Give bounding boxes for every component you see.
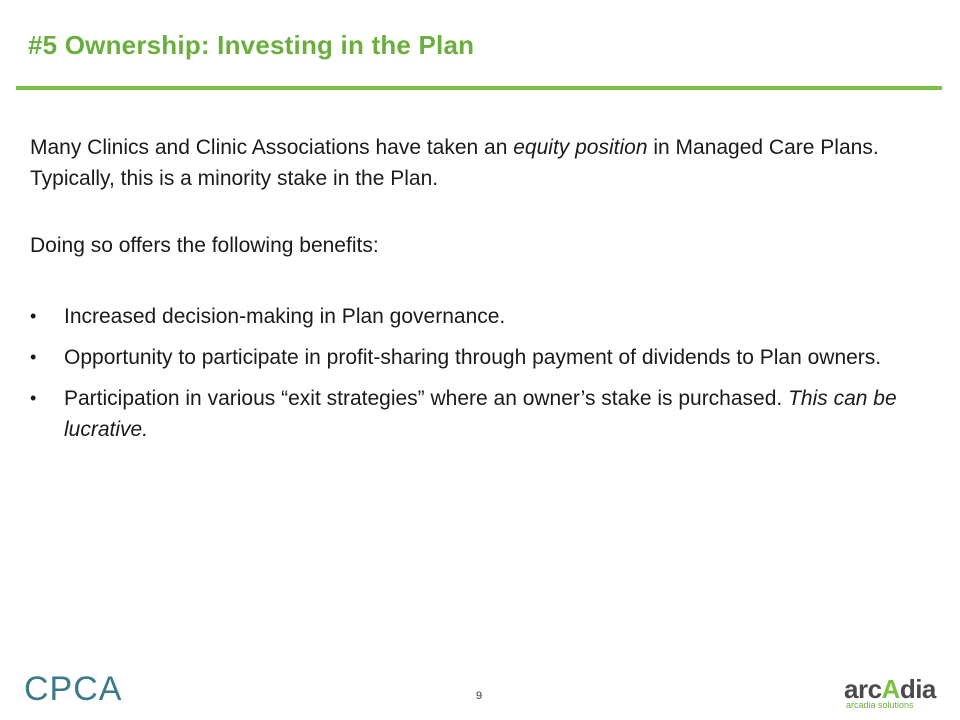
slide-body: [30, 132, 910, 455]
intro-emphasis: equity position: [513, 136, 648, 159]
bullet-emphasis: This can be lucrative.: [64, 387, 897, 441]
bullet-text: Opportunity to participate in profit-sharing through payment of dividends to Plan owners.: [64, 346, 882, 369]
intro-text-end: in Managed Care Plans. Typically, this is a minority stake in the Plan.: [30, 136, 879, 190]
slide-title: #5 Ownership: Investing in the Plan: [28, 30, 475, 60]
title-divider: [16, 86, 942, 90]
intro-paragraph: [30, 132, 910, 194]
bullet-text: Participation in various “exit strategies” where an owner’s stake is purchased.: [64, 387, 789, 410]
page-number: 9: [476, 690, 483, 702]
cpca-logo: CPCA: [24, 670, 123, 708]
list-item: [30, 383, 910, 445]
arcadia-tagline: arcadia solutions: [846, 700, 914, 710]
lead-paragraph: Doing so offers the following benefits:: [30, 234, 379, 257]
benefits-list: [30, 301, 910, 445]
intro-text-start: Many Clinics and Clinic Associations have taken an: [30, 136, 514, 159]
arcadia-wordmark-part2: dia: [899, 674, 936, 704]
bullet-icon: •: [30, 347, 37, 367]
arcadia-wordmark-part1: arc: [844, 674, 882, 704]
list-item: [30, 301, 910, 332]
arcadia-wordmark-accent: A: [881, 674, 900, 704]
bullet-icon: •: [30, 388, 37, 408]
arcadia-logo: [844, 674, 944, 710]
bullet-text: Increased decision-making in Plan governance.: [64, 305, 506, 328]
bullet-icon: •: [30, 306, 37, 326]
list-item: [30, 342, 910, 373]
